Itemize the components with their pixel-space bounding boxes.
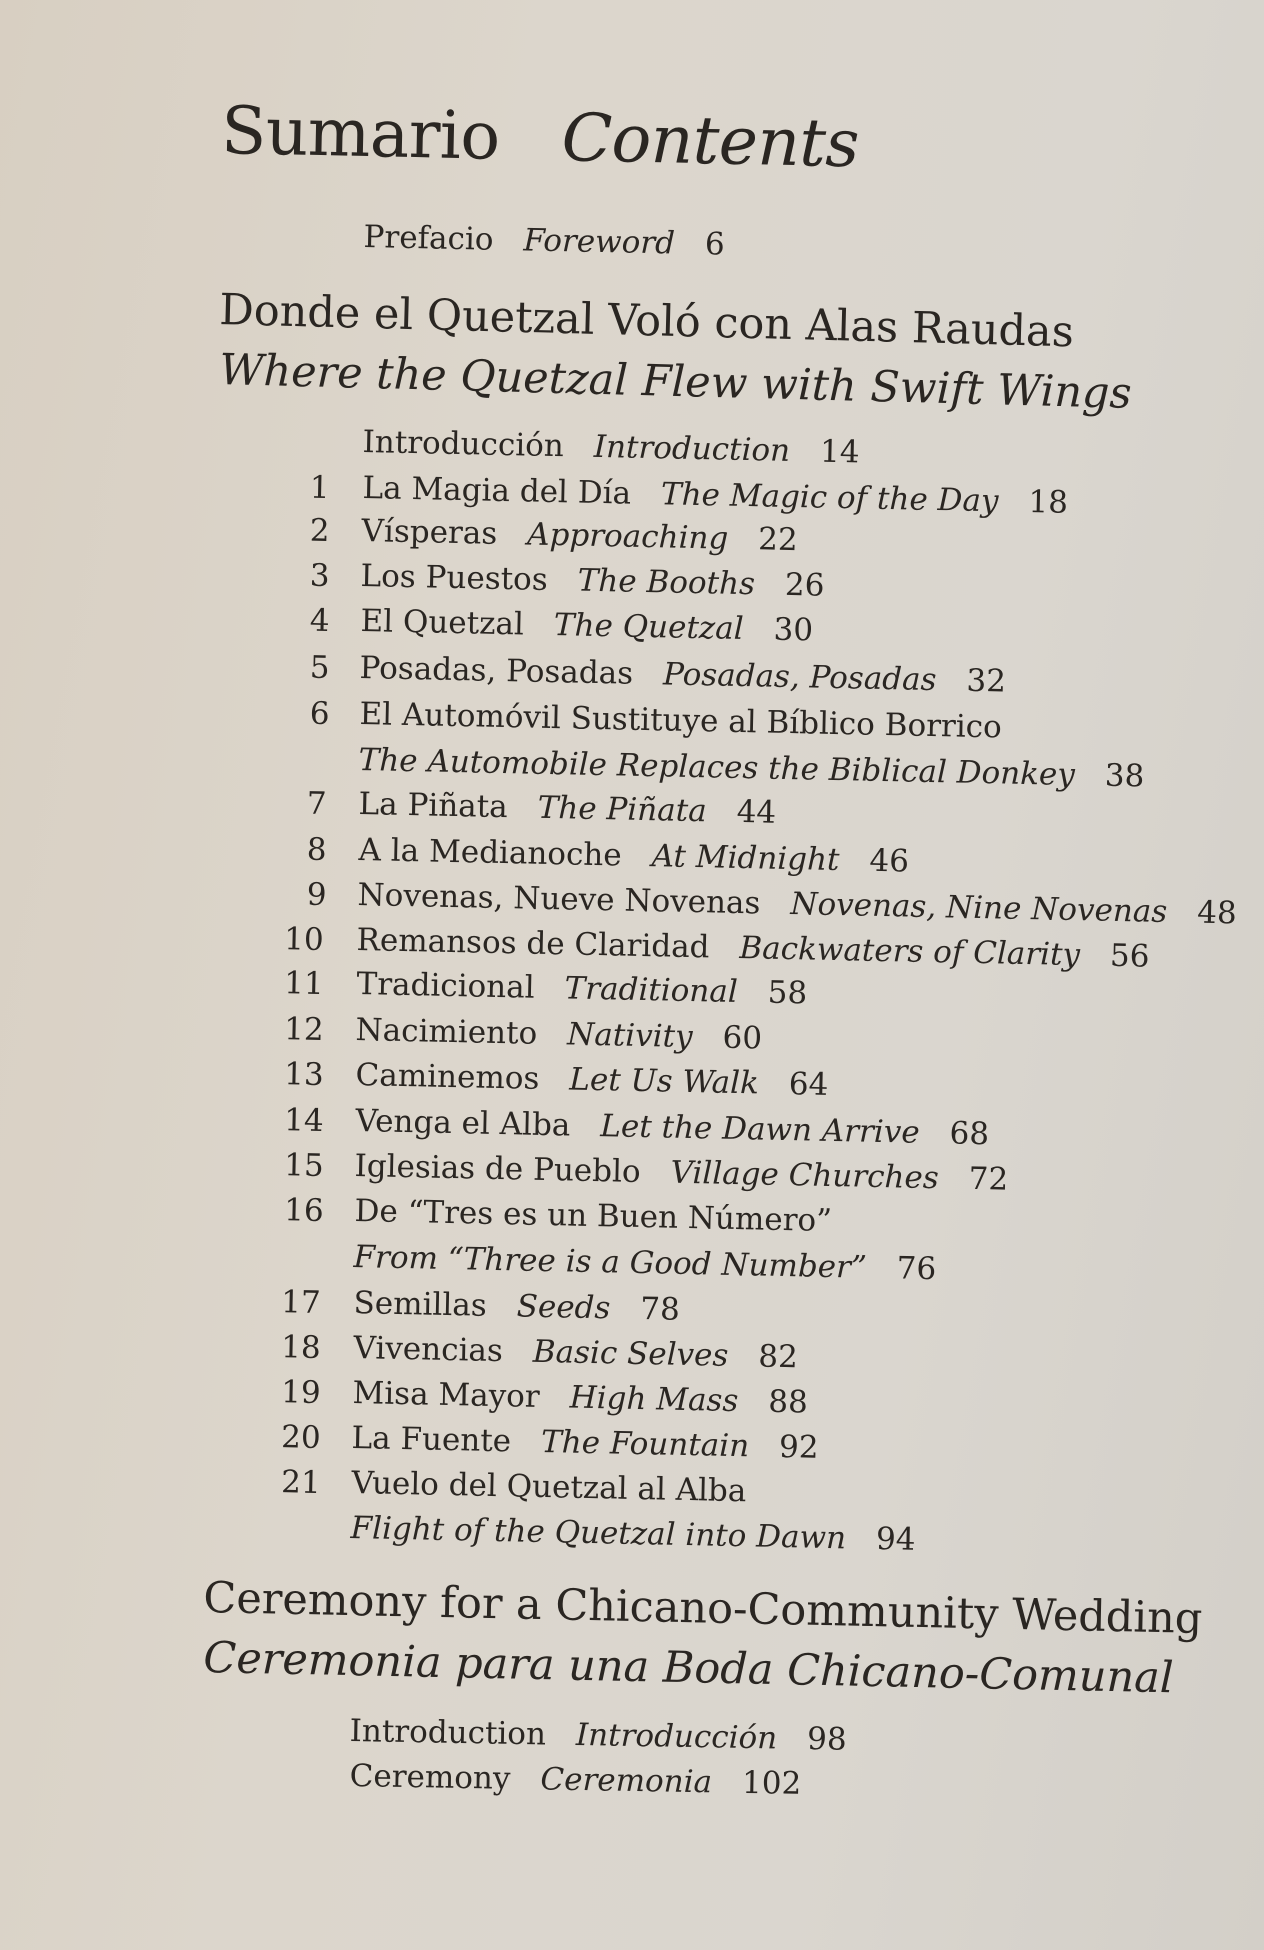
title-english: Contents [560, 99, 860, 183]
entry-number: 16 [283, 1192, 324, 1229]
entry-title-spanish: Los Puestos [360, 558, 549, 598]
entry-page: 64 [788, 1066, 829, 1103]
toc-entry-continuation[interactable] [350, 1510, 916, 1558]
entry-number: 5 [309, 649, 330, 686]
entry-title-spanish: Venga el Alba [355, 1103, 571, 1144]
toc-entry[interactable] [360, 603, 813, 648]
toc-entry[interactable] [356, 966, 807, 1011]
entry-number: 2 [309, 512, 330, 549]
toc-entry[interactable] [354, 1193, 832, 1239]
entry-title-spanish: La Magia del Día [362, 470, 632, 512]
entry-page: 82 [757, 1338, 799, 1376]
title-spanish: Sumario [220, 92, 501, 175]
entry-number: 21 [280, 1464, 321, 1501]
entry-page: 94 [875, 1521, 916, 1558]
entry-title-english: Approaching [526, 516, 729, 557]
entry-title-english: Nativity [566, 1016, 693, 1056]
part1-intro-entry[interactable]: Introducción Introduction 14 [362, 424, 860, 471]
entry-title-english: At Midnight [651, 838, 840, 879]
entry-page: 92 [778, 1428, 819, 1466]
entry-number: 19 [280, 1374, 321, 1411]
entry-number: 13 [283, 1056, 324, 1093]
entry-title-spanish: A la Medianoche [358, 832, 623, 874]
entry-page: 26 [784, 566, 825, 604]
part2-title-spanish: Ceremonia para una Boda Chicano-Comunal [202, 1633, 1175, 1704]
toc-entry[interactable] [356, 922, 1150, 975]
part1-title-english: Where the Quetzal Flew with Swift Wings [218, 345, 1133, 419]
toc-entry[interactable] [361, 513, 798, 558]
entry-title-spanish: Tradicional [356, 966, 536, 1006]
entry-title-spanish: La Piñata [358, 786, 509, 826]
toc-entry[interactable] [353, 1285, 680, 1328]
entry-title-spanish: El Automóvil Sustituye al Bíblico Borrico [359, 696, 1003, 746]
toc-entry[interactable] [353, 1330, 798, 1375]
entry-title-spanish: Semillas [353, 1285, 488, 1324]
entry-title-english: Traditional [564, 970, 739, 1010]
entry-title-spanish: Remansos de Claridad [356, 922, 710, 966]
entry-page: 60 [722, 1019, 763, 1057]
toc-entry[interactable] [351, 1420, 819, 1466]
entry-title-spanish: Nacimiento [355, 1012, 538, 1052]
entry-number: 7 [306, 785, 327, 822]
entry-number: 3 [309, 557, 330, 594]
toc-entry[interactable] [355, 1057, 828, 1103]
foreword-entry[interactable] [363, 219, 725, 263]
entry-title-english: Flight of the Quetzal into Dawn [350, 1510, 847, 1557]
toc-entry-continuation[interactable] [353, 1239, 936, 1287]
entry-title-spanish: Iglesias de Pueblo [354, 1148, 641, 1190]
entry-number: 8 [306, 831, 327, 868]
toc-entry[interactable] [357, 877, 1237, 931]
entry-number: 10 [283, 921, 324, 958]
foreword-spanish: Prefacio [363, 219, 494, 258]
part2-ceremony-entry[interactable]: Ceremony Ceremonia 102 [349, 1758, 802, 1802]
toc-entry[interactable] [351, 1465, 746, 1509]
entry-title-spanish: El Quetzal [360, 603, 525, 643]
entry-title-english: Posadas, Posadas [662, 656, 937, 699]
toc-entry[interactable] [359, 650, 1006, 700]
entry-number: 15 [283, 1147, 324, 1184]
entry-title-english: Let Us Walk [568, 1061, 760, 1102]
entry-title-english: Let the Dawn Arrive [599, 1108, 921, 1151]
part2-title-english: Ceremony for a Chicano-Community Wedding [202, 1573, 1203, 1644]
toc-entry[interactable] [358, 832, 909, 880]
entry-page: 48 [1196, 894, 1238, 932]
entry-title-spanish: Vivencias [353, 1330, 504, 1370]
part1-title-spanish: Donde el Quetzal Voló con Alas Raudas [218, 285, 1075, 358]
entry-number: 1 [309, 469, 330, 506]
toc-entry[interactable] [352, 1375, 808, 1421]
entry-page: 22 [757, 521, 799, 559]
entry-title-spanish: De “Tres es un Buen Número” [354, 1193, 833, 1239]
toc-entry-continuation[interactable] [358, 742, 1144, 794]
entry-title-english: High Mass [569, 1379, 739, 1420]
entry-page: 44 [736, 793, 777, 831]
entry-page: 78 [639, 1291, 681, 1328]
entry-title-spanish: Caminemos [355, 1057, 540, 1097]
entry-title-spanish: Misa Mayor [352, 1375, 541, 1415]
foreword-page: 6 [704, 226, 726, 263]
entry-page: 68 [949, 1115, 990, 1153]
entry-page: 30 [773, 611, 814, 649]
entry-page: 32 [966, 662, 1007, 700]
entry-title-english: Village Churches [670, 1154, 940, 1197]
entry-number: 17 [280, 1284, 321, 1321]
part2-intro-entry[interactable]: Introduction Introducción 98 [349, 1713, 847, 1758]
toc-entry[interactable] [355, 1012, 762, 1057]
toc-entry[interactable] [359, 696, 1002, 745]
entry-page: 58 [767, 974, 808, 1012]
entry-number: 6 [309, 695, 330, 732]
entry-number: 18 [280, 1329, 321, 1366]
entry-title-english: The Piñata [537, 789, 708, 830]
entry-title-english: The Booths [577, 562, 756, 603]
entry-title-spanish: Posadas, Posadas [359, 650, 634, 692]
entry-number: 11 [283, 965, 324, 1002]
toc-entry[interactable] [360, 558, 825, 604]
entry-number: 9 [306, 876, 327, 913]
toc-entry[interactable] [358, 786, 776, 831]
entry-page: 18 [1028, 483, 1069, 521]
entry-title-english: Seeds [516, 1288, 611, 1327]
entry-number: 20 [280, 1419, 321, 1456]
entry-title-spanish: Novenas, Nueve Novenas [357, 877, 761, 922]
page-title [220, 92, 859, 182]
entry-title-spanish: Vísperas [361, 513, 498, 552]
entry-title-spanish: La Fuente [351, 1420, 512, 1460]
entry-title-spanish: Vuelo del Quetzal al Alba [351, 1465, 747, 1510]
entry-number: 12 [283, 1011, 324, 1048]
foreword-english: Foreword [523, 222, 676, 262]
entry-title-english: Novenas, Nine Novenas [790, 886, 1168, 930]
entry-title-english: The Quetzal [553, 607, 744, 648]
entry-number: 14 [283, 1102, 324, 1139]
entry-page: 56 [1109, 937, 1150, 975]
toc-entry[interactable] [354, 1148, 1008, 1198]
entry-title-english: Backwaters of Clarity [739, 930, 1081, 974]
entry-title-english: From “Three is a Good Number” [353, 1239, 868, 1286]
entry-number: 4 [309, 602, 330, 639]
entry-page: 88 [767, 1383, 809, 1421]
entry-title-english: The Automobile Replaces the Biblical Donkey [358, 742, 1076, 793]
entry-title-english: The Fountain [540, 1423, 750, 1465]
entry-page: 38 [1104, 757, 1145, 795]
entry-page: 72 [968, 1160, 1009, 1198]
entry-title-english: The Magic of the Day [660, 476, 999, 520]
toc-entry[interactable] [362, 470, 1068, 521]
entry-title-english: Basic Selves [532, 1333, 729, 1374]
entry-page: 76 [896, 1250, 937, 1288]
toc-entry[interactable] [355, 1103, 989, 1152]
entry-page: 46 [869, 842, 910, 880]
